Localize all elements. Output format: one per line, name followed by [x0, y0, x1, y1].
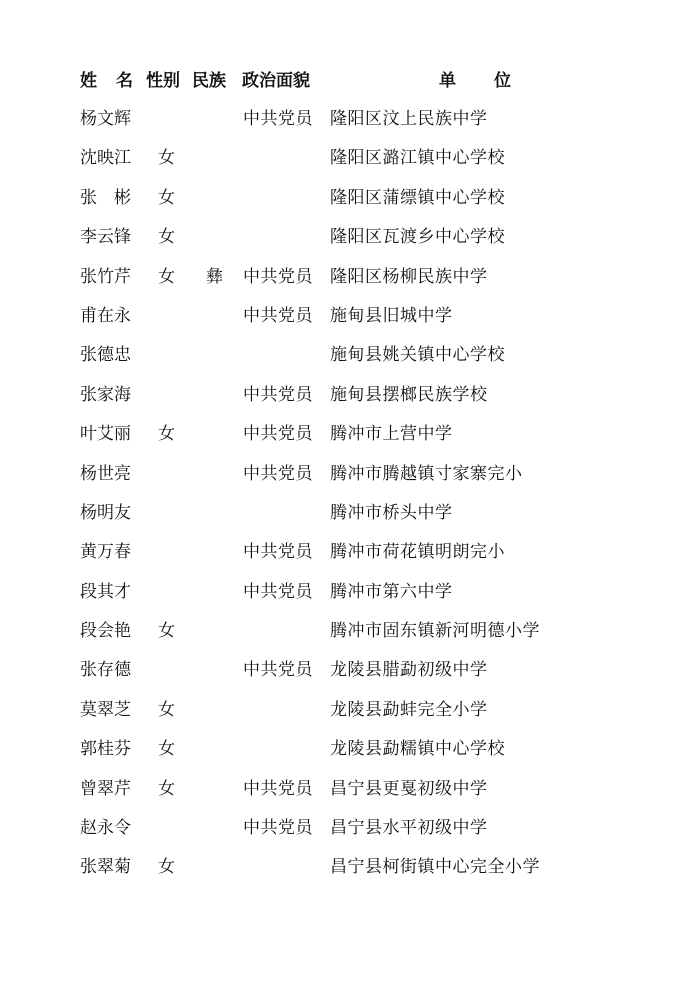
table-body	[0, 100, 699, 888]
row-gender: 女	[158, 857, 175, 878]
row-unit: 施甸县姚关镇中心学校	[330, 345, 505, 366]
table-row	[0, 848, 699, 887]
row-political-status: 中共党员	[243, 109, 313, 129]
table-row	[0, 730, 699, 769]
row-name: 黄万春	[80, 542, 131, 563]
header-political-status: 政治面貌	[242, 71, 310, 91]
row-name: 郭桂芬	[80, 739, 131, 760]
row-name: 杨文辉	[80, 109, 131, 129]
table-row	[0, 139, 699, 178]
row-gender: 女	[158, 739, 175, 760]
row-unit: 昌宁县水平初级中学	[330, 818, 488, 839]
row-name: 张 彬	[80, 187, 131, 208]
row-name: 杨世亮	[80, 463, 131, 484]
row-ethnicity: 彝	[206, 266, 223, 287]
table-row	[0, 179, 699, 218]
row-name: 张存德	[80, 660, 131, 681]
table-row	[0, 297, 699, 336]
row-unit: 腾冲市固东镇新河明德小学	[330, 621, 540, 642]
row-unit: 腾冲市上营中学	[330, 424, 453, 445]
row-unit: 腾冲市桥头中学	[330, 502, 453, 523]
row-name: 杨明友	[80, 502, 131, 523]
row-unit: 昌宁县更戛初级中学	[330, 778, 488, 799]
row-gender: 女	[158, 148, 175, 169]
table-row	[0, 218, 699, 257]
row-gender: 女	[158, 778, 175, 799]
row-unit: 隆阳区汶上民族中学	[330, 109, 488, 129]
row-political-status: 中共党员	[243, 384, 313, 405]
row-political-status: 中共党员	[243, 424, 313, 445]
row-political-status: 中共党员	[243, 778, 313, 799]
row-political-status: 中共党员	[243, 660, 313, 681]
row-unit: 龙陵县勐糯镇中心学校	[330, 739, 505, 760]
row-unit: 施甸县旧城中学	[330, 305, 453, 326]
table-row	[0, 258, 699, 297]
table-row	[0, 770, 699, 809]
row-unit: 龙陵县腊勐初级中学	[330, 660, 488, 681]
row-unit: 腾冲市腾越镇寸家寨完小	[330, 463, 523, 484]
header-name: 姓名	[80, 71, 152, 91]
table-row	[0, 691, 699, 730]
row-gender: 女	[158, 699, 175, 720]
row-gender: 女	[158, 424, 175, 445]
row-unit: 龙陵县勐蚌完全小学	[330, 699, 488, 720]
header-gender: 性别	[146, 71, 180, 91]
table-row	[0, 336, 699, 375]
row-unit: 隆阳区潞江镇中心学校	[330, 148, 505, 169]
row-unit: 隆阳区杨柳民族中学	[330, 266, 488, 287]
row-name: 张家海	[80, 384, 131, 405]
table-row	[0, 494, 699, 533]
row-gender: 女	[158, 227, 175, 248]
table-row	[0, 612, 699, 651]
row-unit: 腾冲市第六中学	[330, 581, 453, 602]
table-row	[0, 651, 699, 690]
table-row	[0, 415, 699, 454]
row-name: 曾翠芹	[80, 778, 131, 799]
row-name: 张德忠	[80, 345, 131, 366]
row-name: 段会艳	[80, 621, 131, 642]
row-political-status: 中共党员	[243, 305, 313, 326]
table-row	[0, 455, 699, 494]
row-unit: 昌宁县柯街镇中心完全小学	[330, 857, 540, 878]
row-unit: 施甸县摆榔民族学校	[330, 384, 488, 405]
row-name: 莫翠芝	[80, 699, 131, 720]
table-row	[0, 533, 699, 572]
row-unit: 隆阳区瓦渡乡中心学校	[330, 227, 505, 248]
row-name: 张竹芹	[80, 266, 131, 287]
row-political-status: 中共党员	[243, 542, 313, 563]
header-unit: 单位	[439, 71, 549, 91]
row-name: 段其才	[80, 581, 131, 602]
header-ethnicity: 民族	[192, 71, 226, 91]
row-political-status: 中共党员	[243, 463, 313, 484]
table-row	[0, 100, 699, 139]
row-name: 甫在永	[80, 305, 131, 326]
row-name: 赵永令	[80, 818, 131, 839]
row-unit: 腾冲市荷花镇明朗完小	[330, 542, 505, 563]
row-political-status: 中共党员	[243, 581, 313, 602]
row-gender: 女	[158, 266, 175, 287]
table-row	[0, 573, 699, 612]
row-political-status: 中共党员	[243, 818, 313, 839]
row-name: 张翠菊	[80, 857, 131, 878]
row-gender: 女	[158, 621, 175, 642]
row-name: 叶艾丽	[80, 424, 131, 445]
row-name: 沈映江	[80, 148, 131, 169]
table-row	[0, 376, 699, 415]
row-unit: 隆阳区蒲缥镇中心学校	[330, 187, 505, 208]
row-political-status: 中共党员	[243, 266, 313, 287]
table-header	[0, 66, 699, 96]
row-name: 李云锋	[80, 227, 131, 248]
table-row	[0, 809, 699, 848]
row-gender: 女	[158, 187, 175, 208]
